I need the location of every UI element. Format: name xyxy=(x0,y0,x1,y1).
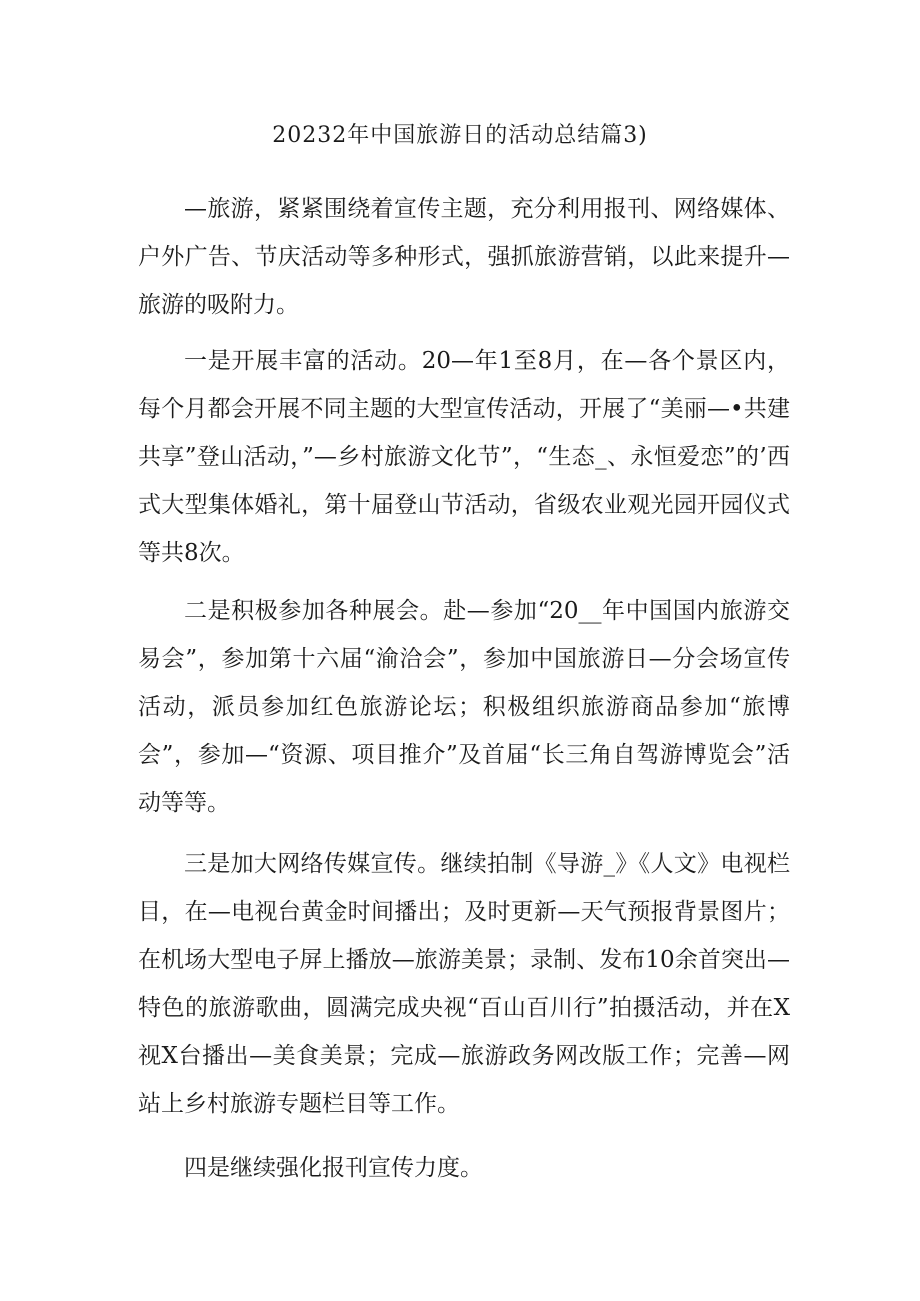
paragraph-intro: —旅游，紧紧围绕着宣传主题，充分利用报刊、网络媒体、户外广告、节庆活动等多种形式，强抓旅游营销，以此来提升—旅游的吸附力。 xyxy=(138,196,790,318)
paragraph-exhibitions: 二是积极参加各种展会。赴—参加“20__年中国国内旅游交易会”，参加第十六届“渝洽会”，参加中国旅游日—分会场宣传活动，派员参加红色旅游论坛；积极组织旅游商品参加“旅博会”，参加—“资源、项目推介”及首届“长三角自驾游博览会”活动等等。 xyxy=(138,598,790,816)
paragraph-activities: 一是开展丰富的活动。20—年1至8月，在—各个景区内，每个月都会开展不同主题的大型宣传活动，开展了“美丽—•共建共享”登山活动，”—乡村旅游文化节”，“生态_、永恒爱恋”的’西式大型集体婚礼，第十届登山节活动，省级农业观光园开园仪式等共8次。 xyxy=(138,348,790,566)
paragraph-media: 三是加大网络传媒宣传。继续拍制《导游_》《人文》电视栏目，在—电视台黄金时间播出；及时更新—天气预报背景图片；在机场大型电子屏上播放—旅游美景；录制、发布10余首突出—特色的旅游歌曲，圆满完成央视“百山百川行”拍摄活动，并在X视X台播出—美食美景；完成—旅游政务网改版工作；完善—网站上乡村旅游专题栏目等工作。 xyxy=(138,851,790,1117)
paragraph-press: 四是继续强化报刊宣传力度。 xyxy=(184,1155,483,1181)
document-title: 20232年中国旅游日的活动总结篇3) xyxy=(272,123,648,148)
